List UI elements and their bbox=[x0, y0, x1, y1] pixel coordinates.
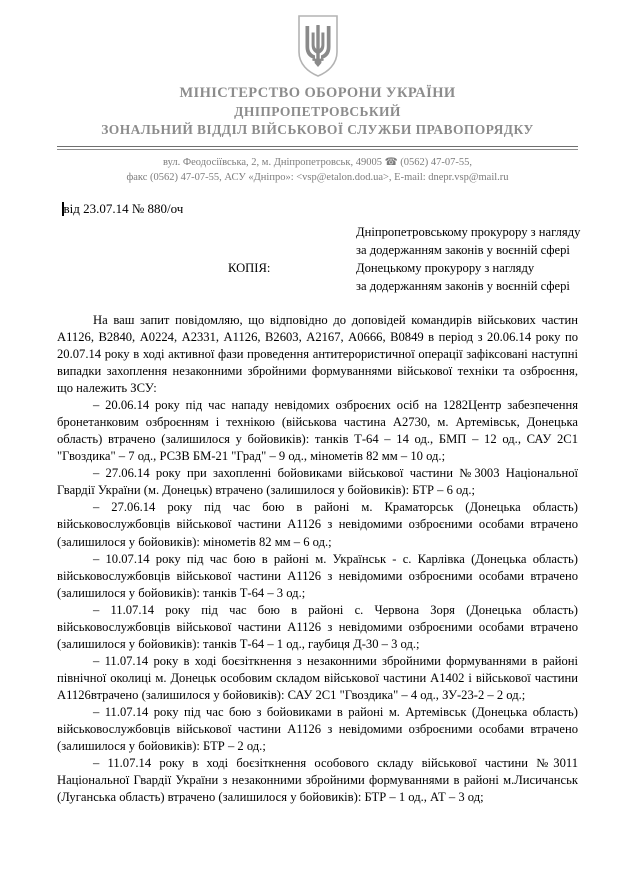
body-item-3: – 27.06.14 року під час бою в районі м. Краматорськ (Донецька область) військовослужбовців військової частини А1126 з невідомими озброєними особами втрачено (залишилося у бойовиків): мінометів 82 мм – 6 од.; bbox=[57, 500, 578, 549]
body-item-7: – 11.07.14 року під час бою з бойовиками в районі м. Артемівськ (Донецька область) військовослужбовців військової частини А1126 з невідомими озброєними особами втрачено (залишилося у бойовиків): БТР – 2 од.; bbox=[57, 705, 578, 754]
body-item-5: – 11.07.14 року під час бою в районі с. Червона Зоря (Донецька область) військовослужбовців військової частини А1126 з невідомими озброєними особами втрачено (залишилося у бойовиків): танків Т-64 – 1 од., гаубиця Д-30 – 3 од.; bbox=[57, 602, 578, 651]
ukrainian-trident-emblem bbox=[296, 14, 340, 78]
addressee-lines bbox=[356, 224, 581, 296]
emblem-container bbox=[0, 14, 635, 82]
body-item-4: – 10.07.14 року під час бою в районі м. Українськ - с. Карлівка (Донецька область) військовослужбовців військової частини А1126 з невідомими озброєними особами втрачено (залишилося у бойовиків): танків Т-64 – 3 од.; bbox=[57, 551, 578, 600]
letterhead-divider bbox=[57, 146, 578, 150]
org-line-region: ДНІПРОПЕТРОВСЬКИЙ bbox=[234, 104, 401, 120]
document-body bbox=[57, 312, 578, 807]
org-line-ministry: МІНІСТЕРСТВО ОБОРОНИ УКРАЇНИ bbox=[179, 85, 456, 101]
body-item-8: – 11.07.14 року в ході боєзіткнення особового складу військової частини №3011 Національної Гвардії України з незаконними збройними формуваннями в районі м.Лисичанськ (Луганська область) втрачено (залишилося у бойовиків): БТР – 1 од., АТ – 3 од; bbox=[57, 756, 578, 805]
body-item-2: – 27.06.14 року при захопленні бойовиками військової частини №3003 Національної Гвардії України (м. Донецьк) втрачено (залишилося у бойовиків): БТР – 6 од.; bbox=[57, 466, 578, 498]
contact-line-email: факс (0562) 47-07-55, АСУ «Дніпро»: <vsp@etalon.dod.ua>, E-mail: dnepr.vsp@mail.ru bbox=[126, 171, 509, 183]
reference-line bbox=[62, 201, 183, 217]
body-paragraph-intro: На ваш запит повідомляю, що відповідно до доповідей командирів військових частин А1126, В2840, А0224, А2331, А1126, В2603, А2167, А0666, В0849 в період з 20.06.14 року по 20.07.14 року в ході активної фази проведення антитерористичної операції зафіксовані наступні випадки захоплення незаконними збройними формуваннями військової техніки та озброєння, що належить ЗСУ: bbox=[57, 312, 578, 395]
divider-rule-bottom bbox=[57, 149, 578, 150]
reference-text: від 23.07.14 № 880/оч bbox=[63, 201, 184, 217]
addressee-block bbox=[228, 224, 581, 296]
divider-rule-top bbox=[57, 146, 578, 147]
body-item-1: – 20.06.14 року під час нападу невідомих озброєних осіб на 1282Центр забезпечення бронетанковим озброєнням і технікою (військова частина А2730, м. Артемівськ, Донецька область) втрачено (залишилося у бойовиків): танків Т-64 – 14 од., БМП – 12 од., САУ 2С1 "Гвоздика" – 7 од., РСЗВ БМ-21 "Град" – 9 од., мінометів 82 мм – 10 од.; bbox=[57, 398, 578, 464]
contact-line-address: вул. Феодосіївська, 2, м. Дніпропетровськ, 49005 ☎ (0562) 47-07-55, bbox=[162, 156, 473, 168]
addressee-line-4: за додержанням законів у воєнній сфері bbox=[356, 278, 570, 293]
contact-block bbox=[48, 155, 588, 185]
addressee-line-3: Донецькому прокурору з нагляду bbox=[356, 260, 535, 275]
addressee-line-1: Дніпропетровському прокурору з нагляду bbox=[356, 225, 581, 240]
org-line-department: ЗОНАЛЬНИЙ ВІДДІЛ ВІЙСЬКОВОЇ СЛУЖБИ ПРАВОПОРЯДКУ bbox=[101, 121, 534, 137]
addressee-line-2: за додержанням законів у воєнній сфері bbox=[356, 243, 570, 258]
letterhead bbox=[0, 0, 635, 185]
body-item-6: – 11.07.14 року в ході боєзіткнення з незаконними збройними формуваннями в районі північної околиці м. Донецьк особовим складом військової частини А1402 і військової частини А1126втрачено (залишилося у бойовиків): САУ 2С1 "Гвоздика" – 4 од., ЗУ-23-2 – 2 од.; bbox=[57, 653, 578, 703]
copy-label: КОПІЯ: bbox=[228, 261, 271, 276]
